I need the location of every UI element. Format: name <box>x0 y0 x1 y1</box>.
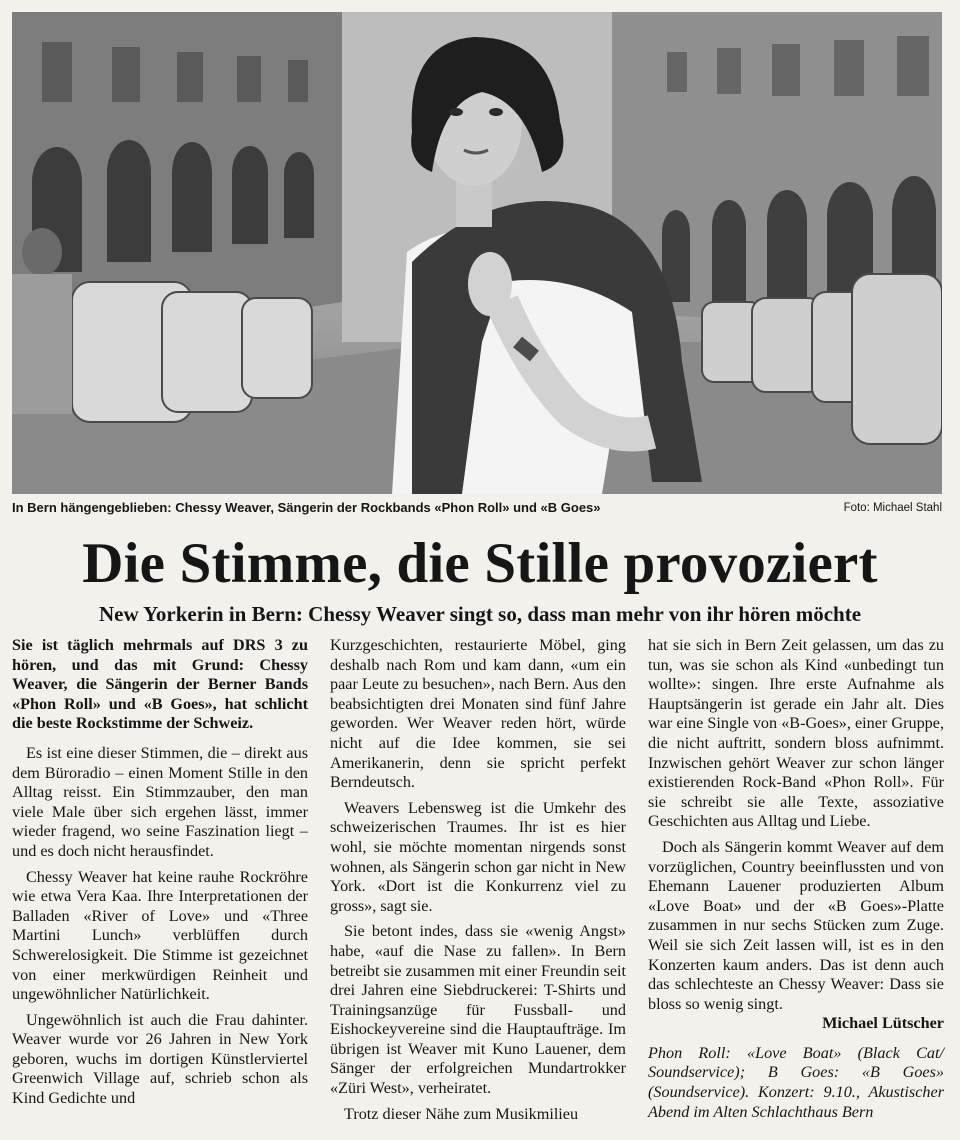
subheadline: New Yorkerin in Bern: Chessy Weaver singt so, dass man mehr von ihr hören möchte <box>98 602 862 626</box>
headline: Die Stimme, die Stille provoziert <box>82 532 878 595</box>
article-lead: Sie ist täglich mehrmals auf DRS 3 zu hören, und das mit Grund: Chessy Weaver, die Sängerin der Berner Bands «Phon Roll» und «B Goes», hat schlicht die beste Rockstimme der Schweiz. <box>12 636 308 733</box>
article-paragraph: Weavers Lebensweg ist die Umkehr des schweizerischen Traumes. Ihr ist es hier wohl, sie möchte momentan nirgends sonst wohnen, als Sängerin schon gar nicht in New York. «Dort ist die Konkurrenz viel zu gross», sagt sie. <box>330 798 626 915</box>
article-paragraph: Ungewöhnlich ist auch die Frau dahinter. Weaver wurde vor 26 Jahren in New York geboren, wuchs im dortigen Künstlerviertel Greenwich Village auf, schrieb schon als Kind Gedichte und <box>12 1010 308 1108</box>
photo-credit: Foto: Michael Stahl <box>843 502 942 514</box>
article-paragraph: Kurzgeschichten, restaurierte Möbel, ging deshalb nach Rom und kam dann, «um ein paar Leute zu besuchen», nach Bern. Aus den beabsichtigten drei Monaten sind fünf Jahre geworden. Wer Weaver reden hört, würde nicht auf die Idee kommen, sie sei Amerikanerin, denn sie spricht perfekt Berndeutsch. <box>330 636 626 792</box>
article-column-1 <box>12 636 308 1109</box>
caption-text: In Bern hängengeblieben: Chessy Weaver, Sängerin der Rockbands «Phon Roll» und «B Goes» <box>12 500 601 515</box>
photo-illustration <box>12 12 942 494</box>
author-signature: Michael Lütscher <box>822 1014 944 1033</box>
article-paragraph: Trotz dieser Nähe zum Musikmilieu <box>344 1104 579 1123</box>
article-paragraph: hat sie sich in Bern Zeit gelassen, um das zu tun, was sie schon als Kind «unbedingt tun wollte»: singen. Ihre erste Aufnahme als Hauptsängerin ist gerade ein Jahr alt. Dies war eine Single von «B-Goes», einer Gruppe, die nicht auftritt, sondern bloss aufnimmt. Inzwischen gehört Weaver zur schon länger existierenden Rock-Band «Phon Roll». Für sie schreibt sie alle Texte, assoziative Geschichten aus Alltag und Liebe. <box>648 636 944 831</box>
article-paragraph: Doch als Sängerin kommt Weaver auf dem vorzüglichen, Country beeinflussten und von Ehemann Lauener produzierten Album «Love Boat» und der «B Goes»-Platte zusammen in nur sechs Stücken zum Zuge. Weil sie sich Zeit lassen will, ist es in den Konzerten kaum anders. Das ist denn auch das schlechteste an Chessy Weaver: Dass sie bloss so wenig singt. <box>648 837 944 1013</box>
article-paragraph: Es ist eine dieser Stimmen, die – direkt aus dem Büroradio – einen Moment Stille in den Alltag reisst. Ein Stimmzauber, den man viele Male über sich ergehen lässt, immer wieder fragend, wo seine Faszination liegt – und es doch nicht herausfindet. <box>12 743 308 860</box>
release-info: Phon Roll: «Love Boat» (Black Cat/ Soundservice); B Goes: «B Goes» (Soundservice). Konzert: 9.10., Akustischer Abend im Alten Schlachthaus Bern <box>648 1043 944 1121</box>
article-paragraph: Sie betont indes, dass sie «wenig Angst» habe, «auf die Nase zu fallen». In Bern betreibt sie zusammen mit einer Freundin seit drei Jahren eine Siebdruckerei: T-Shirts und Trainingsanzüge für Fussball- und Eishockeyvereine sind die Hauptaufträge. Im übrigen ist Weaver mit Kuno Lauener, dem Sänger der erfolgreichen Mundartrokker «Züri West», verheiratet. <box>330 922 626 1098</box>
article-photo <box>12 12 942 494</box>
photo-caption <box>12 498 942 518</box>
article-column-3 <box>648 636 944 1122</box>
article-column-2 <box>330 636 626 1124</box>
article-paragraph: Chessy Weaver hat keine rauhe Rockröhre wie etwa Vera Kaa. Ihre Interpretationen der Balladen «River of Love» und «Three Martini Lunch» verblüffen durch Schwerelosigkeit. Die Stimme ist gezeichnet von einer merkwürdigen Reinheit und ungewöhnlicher Natürlichkeit. <box>12 867 308 1004</box>
